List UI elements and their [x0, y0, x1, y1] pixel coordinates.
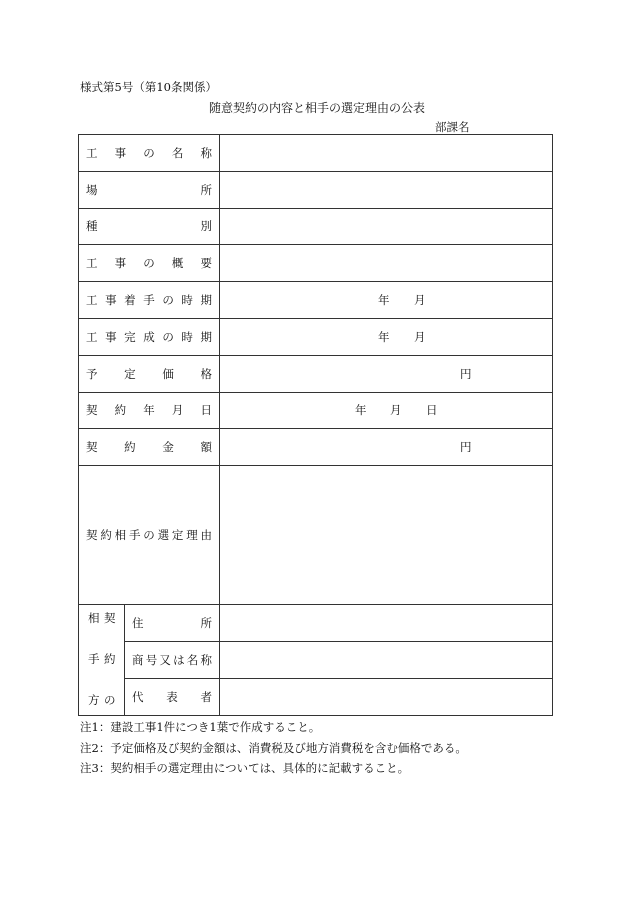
contractor-group-label — [79, 605, 125, 715]
category-label — [79, 208, 220, 245]
year-unit: 年 — [378, 293, 390, 308]
label-text: 予 定 価 格 — [86, 366, 212, 381]
address-field[interactable] — [220, 605, 553, 642]
address-label — [125, 605, 220, 642]
label-text: 工 事 完 成 の 時 期 — [86, 329, 212, 344]
month-unit: 月 — [390, 403, 402, 418]
row-contractor-trade-name — [79, 641, 553, 678]
yen-unit: 円 — [460, 440, 472, 455]
row-contractor-address — [79, 605, 553, 642]
note-1: 注1：建設工事1件につき1葉で作成すること。 — [80, 720, 321, 734]
construction-name-field[interactable] — [220, 135, 553, 172]
department-label: 部課名 — [435, 120, 470, 134]
label-text: 契 約 相 手 の 選 定 理 由 — [86, 528, 212, 543]
contractor-label-column-2: 契 約 の — [104, 611, 116, 708]
label-text: 工 事 の 名 称 — [86, 145, 212, 160]
start-period-field[interactable] — [220, 282, 553, 319]
year-unit: 年 — [355, 403, 367, 418]
form-number: 様式第5号（第10条関係） — [80, 80, 217, 94]
row-overview — [79, 245, 553, 282]
contract-date-label — [79, 392, 220, 429]
construction-name-label — [79, 135, 220, 172]
month-unit: 月 — [414, 329, 426, 344]
document-title: 随意契約の内容と相手の選定理由の公表 — [208, 101, 425, 115]
estimated-price-field[interactable] — [220, 355, 553, 392]
selection-reason-label — [79, 466, 220, 605]
row-contract-date — [79, 392, 553, 429]
selection-reason-field[interactable] — [220, 466, 553, 605]
start-period-label — [79, 282, 220, 319]
row-completion-period — [79, 318, 553, 355]
overview-field[interactable] — [220, 245, 553, 282]
label-text: 工 事 着 手 の 時 期 — [86, 293, 212, 308]
disclosure-form-table — [78, 134, 553, 716]
row-category — [79, 208, 553, 245]
estimated-price-label — [79, 355, 220, 392]
label-text: 住 所 — [132, 616, 212, 631]
row-contract-amount — [79, 429, 553, 466]
overview-label — [79, 245, 220, 282]
trade-name-field[interactable] — [220, 641, 553, 678]
location-field[interactable] — [220, 171, 553, 208]
label-text: 種 別 — [86, 219, 212, 234]
contract-amount-label — [79, 429, 220, 466]
contract-date-field[interactable] — [220, 392, 553, 429]
location-label — [79, 171, 220, 208]
label-text: 契 約 年 月 日 — [86, 403, 212, 418]
completion-period-field[interactable] — [220, 318, 553, 355]
label-text: 商 号 又 は 名 称 — [132, 652, 212, 667]
contractor-label-column-1: 相 手 方 — [88, 611, 100, 708]
label-text: 工 事 の 概 要 — [86, 256, 212, 271]
yen-unit: 円 — [460, 366, 472, 381]
label-text: 契 約 金 額 — [86, 440, 212, 455]
row-contractor-representative — [79, 678, 553, 715]
row-start-period — [79, 282, 553, 319]
category-field[interactable] — [220, 208, 553, 245]
day-unit: 日 — [426, 403, 438, 418]
note-2: 注2：予定価格及び契約金額は、消費税及び地方消費税を含む価格である。 — [80, 741, 467, 755]
row-estimated-price — [79, 355, 553, 392]
representative-label — [125, 678, 220, 715]
month-unit: 月 — [414, 293, 426, 308]
label-text: 代 表 者 — [132, 689, 212, 704]
row-construction-name — [79, 135, 553, 172]
representative-field[interactable] — [220, 678, 553, 715]
trade-name-label — [125, 641, 220, 678]
completion-period-label — [79, 318, 220, 355]
note-3: 注3：契約相手の選定理由については、具体的に記載すること。 — [80, 761, 410, 775]
year-unit: 年 — [378, 329, 390, 344]
row-location — [79, 171, 553, 208]
row-selection-reason — [79, 466, 553, 605]
contract-amount-field[interactable] — [220, 429, 553, 466]
label-text: 場 所 — [86, 182, 212, 197]
